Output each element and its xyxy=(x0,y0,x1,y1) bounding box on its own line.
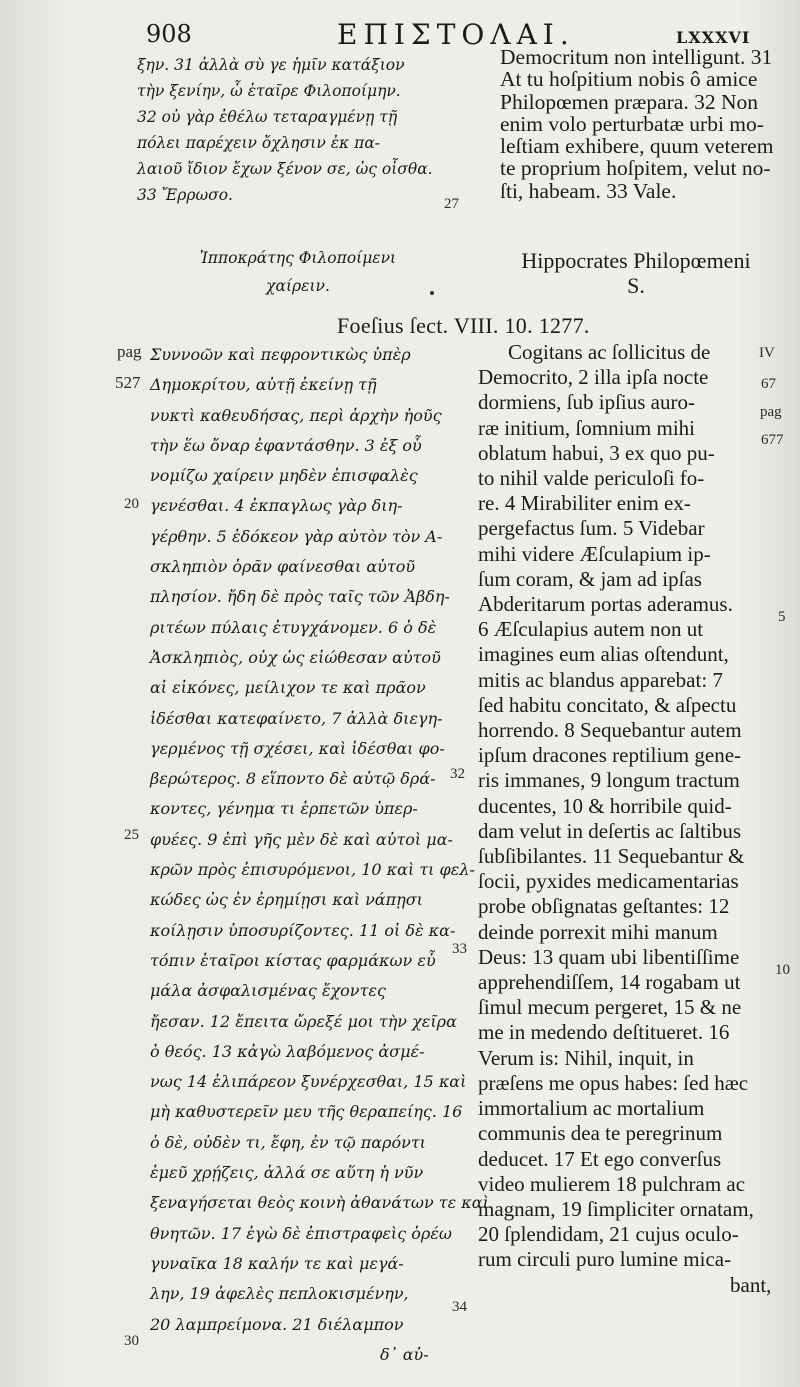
latin-line: ſubſibilantes. 11 Sequebantur & xyxy=(478,844,745,869)
latin-line: Deus: 13 quam ubi libentiſſime xyxy=(478,944,740,969)
greek-line: φυέες. 9 ἐπὶ γῆς μὲν δὲ καὶ αὐτοὶ μα- xyxy=(150,829,453,849)
latin-line: Abderitarum portas aderamus. xyxy=(478,592,733,617)
latin-line: Philopœmen præpara. 32 Non xyxy=(500,89,758,114)
latin-line: oblatum habui, 3 ex quo pu- xyxy=(478,440,715,465)
greek-line: λην, 19 ἀφελὲς πεπλοκισμένην, xyxy=(150,1284,409,1304)
margin-number: 33 xyxy=(452,941,467,957)
greek-line: κρῶν πρὸς ἐπισυρόμενοι, 10 καὶ τι φελ- xyxy=(150,860,475,880)
greek-line: ἐμεῦ χρῄζεις, ἀλλά σε αὕτη ἡ νῦν xyxy=(150,1163,424,1183)
greek-line: 32 οὐ γὰρ ἐθέλω τεταραγμένῃ τῇ xyxy=(137,108,398,126)
latin-body-column xyxy=(478,340,778,1298)
latin-line: deinde porrexit mihi manum xyxy=(478,919,718,944)
latin-line: rum circuli puro lumine mica- xyxy=(478,1247,732,1272)
margin-line-number: 20 xyxy=(124,496,139,512)
latin-letter-heading xyxy=(496,248,776,298)
greek-line: νομίζω χαίρειν μηδὲν ἐπισφαλὲς xyxy=(150,466,418,486)
latin-heading-line: S. xyxy=(627,273,645,298)
greek-line: κώδες ὡς ἐν ἐρημίῃσι καὶ νάπῃσι xyxy=(150,890,423,910)
latin-line: ducentes, 10 & horribile quid- xyxy=(478,793,732,818)
latin-line: video mulierem 18 pulchram ac xyxy=(478,1171,746,1196)
greek-line: τὴν ἕω ὄναρ ἐφαντάσθην. 3 ἐξ οὗ xyxy=(150,435,422,455)
latin-line: At tu hoſpitium nobis ô amice xyxy=(500,67,758,92)
greek-line: αἱ εἰκόνες, μείλιχον τε καὶ πρᾶον xyxy=(150,678,426,698)
greek-line: ριτέων πύλαις ἐτυγχάνομεν. 6 ὁ δὲ xyxy=(150,617,437,637)
greek-line: ὁ θεός. 13 κἀγὼ λαβόμενος ἀσμέ- xyxy=(150,1041,425,1061)
page-number: 908 xyxy=(146,20,192,48)
latin-line: horrendo. 8 Sequebantur autem xyxy=(478,718,742,743)
running-head-right: LXXXVI xyxy=(676,28,751,47)
greek-line: νυκτὶ καθευδήσας, περὶ ἀρχὴν ἠοῦς xyxy=(150,405,442,425)
latin-line: præſens me opus habes: ſed hæc xyxy=(478,1070,749,1095)
latin-line: magnam, 19 ſimpliciter ornatam, xyxy=(478,1196,754,1221)
latin-line: dormiens, ſub ipſius auro- xyxy=(478,390,695,415)
margin-line-number: 30 xyxy=(124,1333,139,1349)
margin-pag: pag xyxy=(117,342,142,361)
greek-line: πόλει παρέχειν ὄχλησιν ἐκ πα- xyxy=(137,134,381,152)
greek-heading-line: χαίρειν. xyxy=(266,277,330,295)
latin-line: ris immanes, 9 longum tractum xyxy=(478,768,740,793)
latin-line: dam velut in deſertis ac ſaltibus xyxy=(478,818,742,843)
greek-line: Συννοῶν καὶ πεφροντικὼς ὑπὲρ xyxy=(150,345,411,364)
latin-line: enim volo perturbatæ urbi mo- xyxy=(500,111,764,136)
greek-line: μὴ καθυστερεῖν μευ τῆς θεραπείης. 16 xyxy=(150,1102,463,1122)
running-title: ΕΠΙΣΤΟΛΑΙ. xyxy=(337,18,575,51)
greek-line: ἤεσαν. 12 ἔπειτα ὤρεξέ μοι τὴν χεῖρα xyxy=(150,1011,457,1031)
greek-line: κοίλῃσιν ὑποσυρίζοντες. 11 οἱ δὲ κα- xyxy=(150,920,456,940)
greek-line: πλησίον. ἤδη δὲ πρὸς ταῖς τῶν Ἀβδη- xyxy=(150,587,450,607)
latin-line: to nihil valde periculoſi fo- xyxy=(478,466,705,491)
greek-line: κοντες, γένημα τι ἑρπετῶν ὑπερ- xyxy=(150,799,418,819)
greek-line: 33 Ἔρρωσο. xyxy=(137,186,233,204)
margin-pag: pag xyxy=(760,404,782,420)
greek-line: γυναῖκα 18 καλήν τε καὶ μεγά- xyxy=(150,1253,404,1273)
margin-line-number: 25 xyxy=(124,827,139,843)
margin-page-ref: 677 xyxy=(761,432,784,448)
latin-line: ſed habitu concitato, & aſpectu xyxy=(478,692,737,717)
margin-number: 34 xyxy=(452,1299,467,1315)
latin-line: leſtiam exhibere, quum veterem xyxy=(500,134,774,159)
margin-line-number: 5 xyxy=(778,609,786,625)
greek-line: νως 14 ἐλιπάρεον ξυνέρχεσθαι, 15 καὶ xyxy=(150,1072,467,1092)
margin-page-ref: 527 xyxy=(115,373,141,392)
greek-line: ὁ δὲ, οὐδὲν τι, ἔφη, ἐν τῷ παρόντι xyxy=(150,1132,426,1152)
latin-line: 20 ſplendidam, 21 cujus oculo- xyxy=(478,1222,739,1247)
greek-line: ξεναγήσεται θεὸς κοινὴ ἀθανάτων τε καὶ xyxy=(150,1193,489,1213)
latin-line: ſimul mecum pergeret, 15 & ne xyxy=(478,995,742,1020)
greek-top-column xyxy=(137,52,457,208)
latin-line: re. 4 Mirabiliter enim ex- xyxy=(478,491,691,516)
greek-line: ξην. 31 ἀλλὰ σὺ γε ἡμῖν κατάξιον xyxy=(137,56,405,74)
latin-line: apprehendiſſem, 14 rogabam ut xyxy=(478,970,741,995)
greek-line: λαιοῦ ἴδιον ἔχων ξένον σε, ὡς οἶσθα. xyxy=(137,160,433,178)
latin-line: Verum is: Nihil, inquit, in xyxy=(478,1045,694,1070)
latin-line: Democritum non intelligunt. 31 xyxy=(500,45,773,69)
latin-line: pergefactus ſum. 5 Videbar xyxy=(478,516,705,541)
latin-line: mihi videre Æſculapium ip- xyxy=(478,541,711,566)
greek-line: ἰδέσθαι κατεφαίνετο, 7 ἀλλὰ διεγη- xyxy=(150,708,443,728)
latin-line: ſocii, pyxides medicamentarias xyxy=(478,869,739,894)
greek-heading-line: Ἱπποκράτης Φιλοποίμενι xyxy=(199,249,397,267)
greek-line: γερμένος τῇ σχέσει, καὶ ἰδέσθαι φο- xyxy=(150,738,445,758)
greek-line: τόπιν ἑταῖροι κίστας φαρμάκων εὖ xyxy=(150,950,436,970)
greek-line: σκληπιὸν ὁρᾶν φαίνεσθαι αὐτοῦ xyxy=(150,557,416,577)
greek-line-catchword: δ᾽ αὐ- xyxy=(380,1344,429,1364)
latin-line-catchword: bant, xyxy=(730,1272,772,1297)
greek-line: 20 λαμπρείμονα. 21 διέλαμπον xyxy=(150,1314,404,1334)
margin-line-number: 10 xyxy=(775,962,790,978)
latin-line: Democrito, 2 illa ipſa nocte xyxy=(478,365,709,390)
greek-line: μάλα ἀσφαλισμένας ἔχοντες xyxy=(150,981,386,1001)
margin-number: 27 xyxy=(444,196,459,212)
printer-dot xyxy=(430,291,434,295)
margin-number: 67 xyxy=(761,376,776,392)
latin-line: imagines eum alias oſtendunt, xyxy=(478,642,729,667)
latin-line: Cogitans ac ſollicitus de xyxy=(508,340,711,364)
greek-line: θνητῶν. 17 ἐγὼ δὲ ἐπιστραφεὶς ὁρέω xyxy=(150,1223,452,1243)
latin-line: me in medendo deſtitueret. 16 xyxy=(478,1020,730,1045)
latin-line: ſti, habeam. 33 Vale. xyxy=(500,178,677,203)
margin-number: 32 xyxy=(450,766,465,782)
latin-line: mitis ac blandus apparebat: 7 xyxy=(478,667,723,692)
latin-line: probe obſignatas geſtantes: 12 xyxy=(478,894,730,919)
greek-line: Ἀσκληπιὸς, οὐχ ὡς εἰώθεσαν αὐτοῦ xyxy=(150,647,441,667)
greek-letter-heading xyxy=(178,244,418,300)
latin-heading-line: Hippocrates Philopœmeni xyxy=(521,248,751,273)
greek-line: γενέσθαι. 4 ἐκπαγλως γὰρ διη- xyxy=(150,496,403,516)
latin-line: ſum coram, & jam ad ipſas xyxy=(478,566,702,591)
greek-line: Δημοκρίτου, αὐτῇ ἐκείνῃ τῇ xyxy=(150,375,377,395)
greek-line: γέρθην. 5 ἐδόκεον γὰρ αὐτὸν τὸν Α- xyxy=(150,526,443,546)
latin-line: 6 Æſculapius autem non ut xyxy=(478,617,704,642)
latin-line: communis dea te peregrinum xyxy=(478,1121,723,1146)
latin-line: immortalium ac mortalium xyxy=(478,1096,705,1121)
latin-line: deducet. 17 Et ego converſus xyxy=(478,1146,722,1171)
latin-line: te proprium hoſpitem, velut no- xyxy=(500,156,771,181)
latin-line: ipſum dracones reptilium gene- xyxy=(478,743,742,768)
greek-line: τὴν ξενίην, ὦ ἑταῖρε Φιλοποίμην. xyxy=(137,82,401,100)
margin-number: IV xyxy=(759,345,775,361)
foesius-reference: Foeſius ſect. VIII. 10. 1277. xyxy=(337,313,590,338)
latin-line: ræ initium, ſomnium mihi xyxy=(478,415,696,440)
greek-line: βερώτερος. 8 εἵποντο δὲ αὐτῷ δρά- xyxy=(150,769,436,789)
latin-top-column xyxy=(500,45,774,203)
